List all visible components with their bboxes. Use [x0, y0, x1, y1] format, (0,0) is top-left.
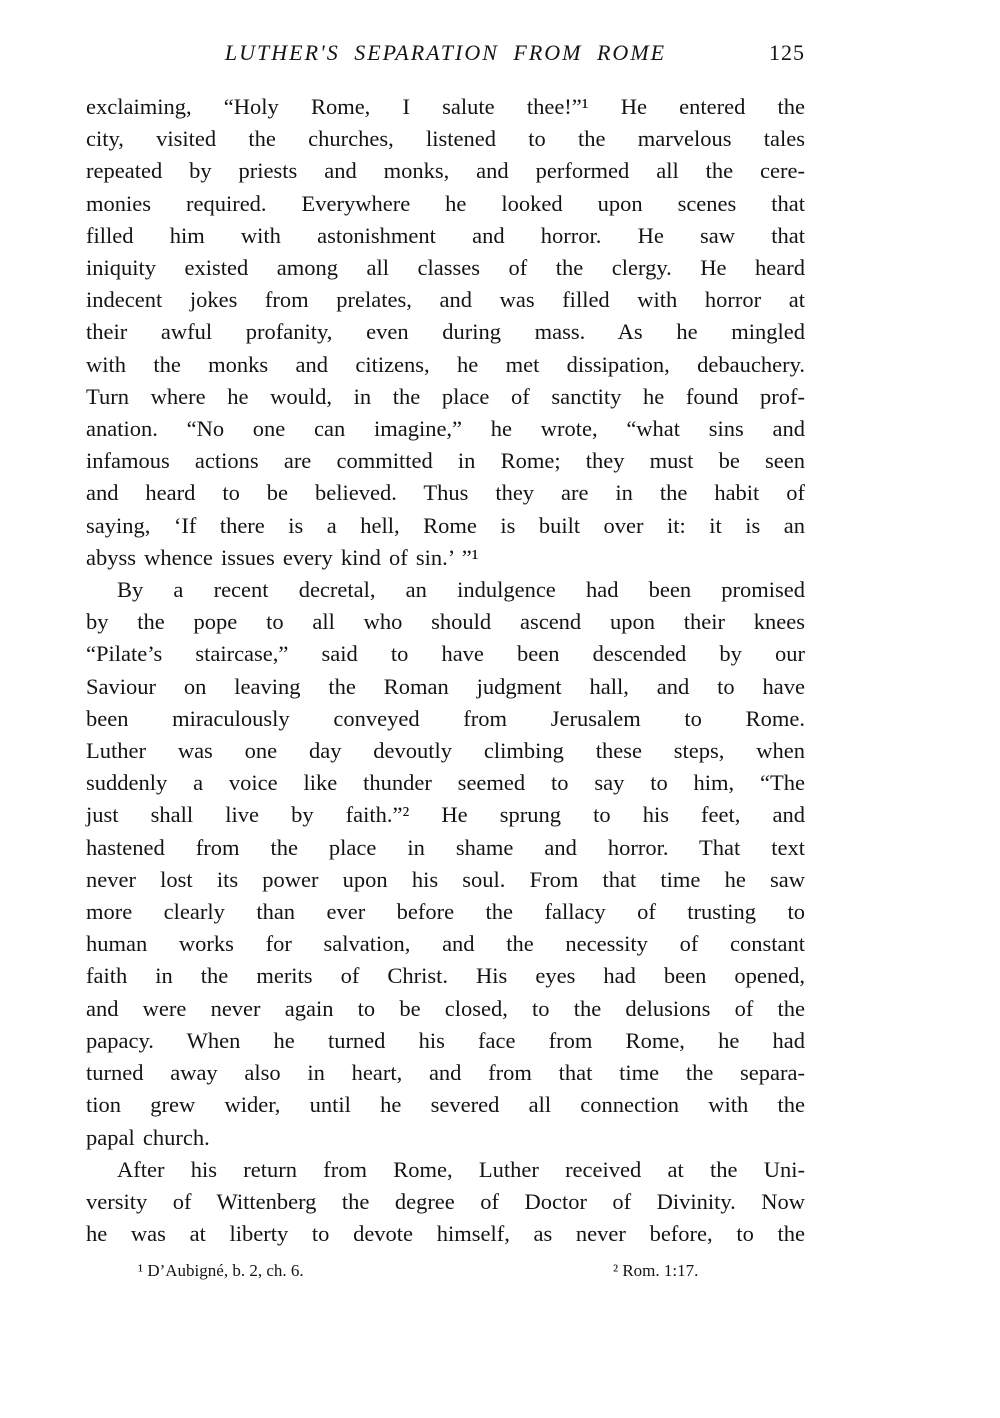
text-line: abyss whence issues every kind of sin.’ ”¹ — [86, 544, 479, 570]
text-line: infamous actions are committed in Rome; they must be seen — [86, 448, 805, 474]
text-line: faith in the merits of Christ. His eyes had been opened, — [86, 963, 805, 989]
text-line: by the pope to all who should ascend upon their knees — [86, 609, 805, 635]
text-line: with the monks and citizens, he met dissipation, debauchery. — [86, 351, 805, 377]
text-line: their awful profanity, even during mass. As he mingled — [86, 319, 805, 345]
text-line: papal church. — [86, 1124, 210, 1150]
text-line: versity of Wittenberg the degree of Doctor of Divinity. Now — [86, 1188, 805, 1214]
text-line: papacy. When he turned his face from Rome, he had — [86, 1027, 805, 1053]
text-line: turned away also in heart, and from that time the separa- — [86, 1060, 805, 1086]
page-number: 125 — [769, 40, 805, 65]
text-line: just shall live by faith.”² He sprung to his feet, and — [86, 802, 805, 828]
running-title: LUTHER'S SEPARATION FROM ROME — [224, 40, 667, 65]
text-line: iniquity existed among all classes of the clergy. He heard — [86, 255, 805, 281]
footnote-2: ² Rom. 1:17. — [613, 1261, 699, 1280]
text-line: more clearly than ever before the fallacy of trusting to — [86, 899, 805, 925]
text-line: suddenly a voice like thunder seemed to say to him, “The — [86, 770, 805, 796]
text-line: exclaiming, “Holy Rome, I salute thee!”¹ He entered the — [86, 94, 805, 119]
text-line: been miraculously conveyed from Jerusalem to Rome. — [86, 705, 805, 731]
page-header — [86, 40, 805, 66]
text-line: human works for salvation, and the necessity of constant — [86, 931, 805, 957]
text-line: filled him with astonishment and horror. He saw that — [86, 222, 805, 248]
text-line: tion grew wider, until he severed all connection with the — [86, 1092, 805, 1118]
text-line: After his return from Rome, Luther received at the Uni- — [117, 1156, 805, 1182]
text-line: Turn where he would, in the place of sanctity he found prof- — [86, 383, 805, 409]
text-line: hastened from the place in shame and horror. That text — [86, 834, 805, 860]
text-line: repeated by priests and monks, and performed all the cere- — [86, 158, 805, 184]
text-line: Saviour on leaving the Roman judgment hall, and to have — [86, 673, 805, 699]
text-line: Luther was one day devoutly climbing these steps, when — [86, 738, 805, 764]
text-line: anation. “No one can imagine,” he wrote, “what sins and — [86, 416, 805, 442]
text-line: and were never again to be closed, to the delusions of the — [86, 995, 805, 1021]
text-line: monies required. Everywhere he looked upon scenes that — [86, 190, 805, 216]
footnotes — [86, 1261, 805, 1291]
text-line: he was at liberty to devote himself, as never before, to the — [86, 1221, 805, 1247]
body-text — [86, 91, 805, 1250]
text-line: By a recent decretal, an indulgence had been promised — [117, 577, 805, 603]
text-line: city, visited the churches, listened to the marvelous tales — [86, 126, 805, 152]
text-line: “Pilate’s staircase,” said to have been descended by our — [86, 641, 805, 667]
text-line: indecent jokes from prelates, and was filled with horror at — [86, 287, 805, 313]
text-line: never lost its power upon his soul. From that time he saw — [86, 866, 805, 892]
text-line: and heard to be believed. Thus they are in the habit of — [86, 480, 805, 506]
text-line: saying, ‘If there is a hell, Rome is built over it: it is an — [86, 512, 805, 538]
footnote-1: ¹ D’Aubigné, b. 2, ch. 6. — [138, 1261, 304, 1280]
